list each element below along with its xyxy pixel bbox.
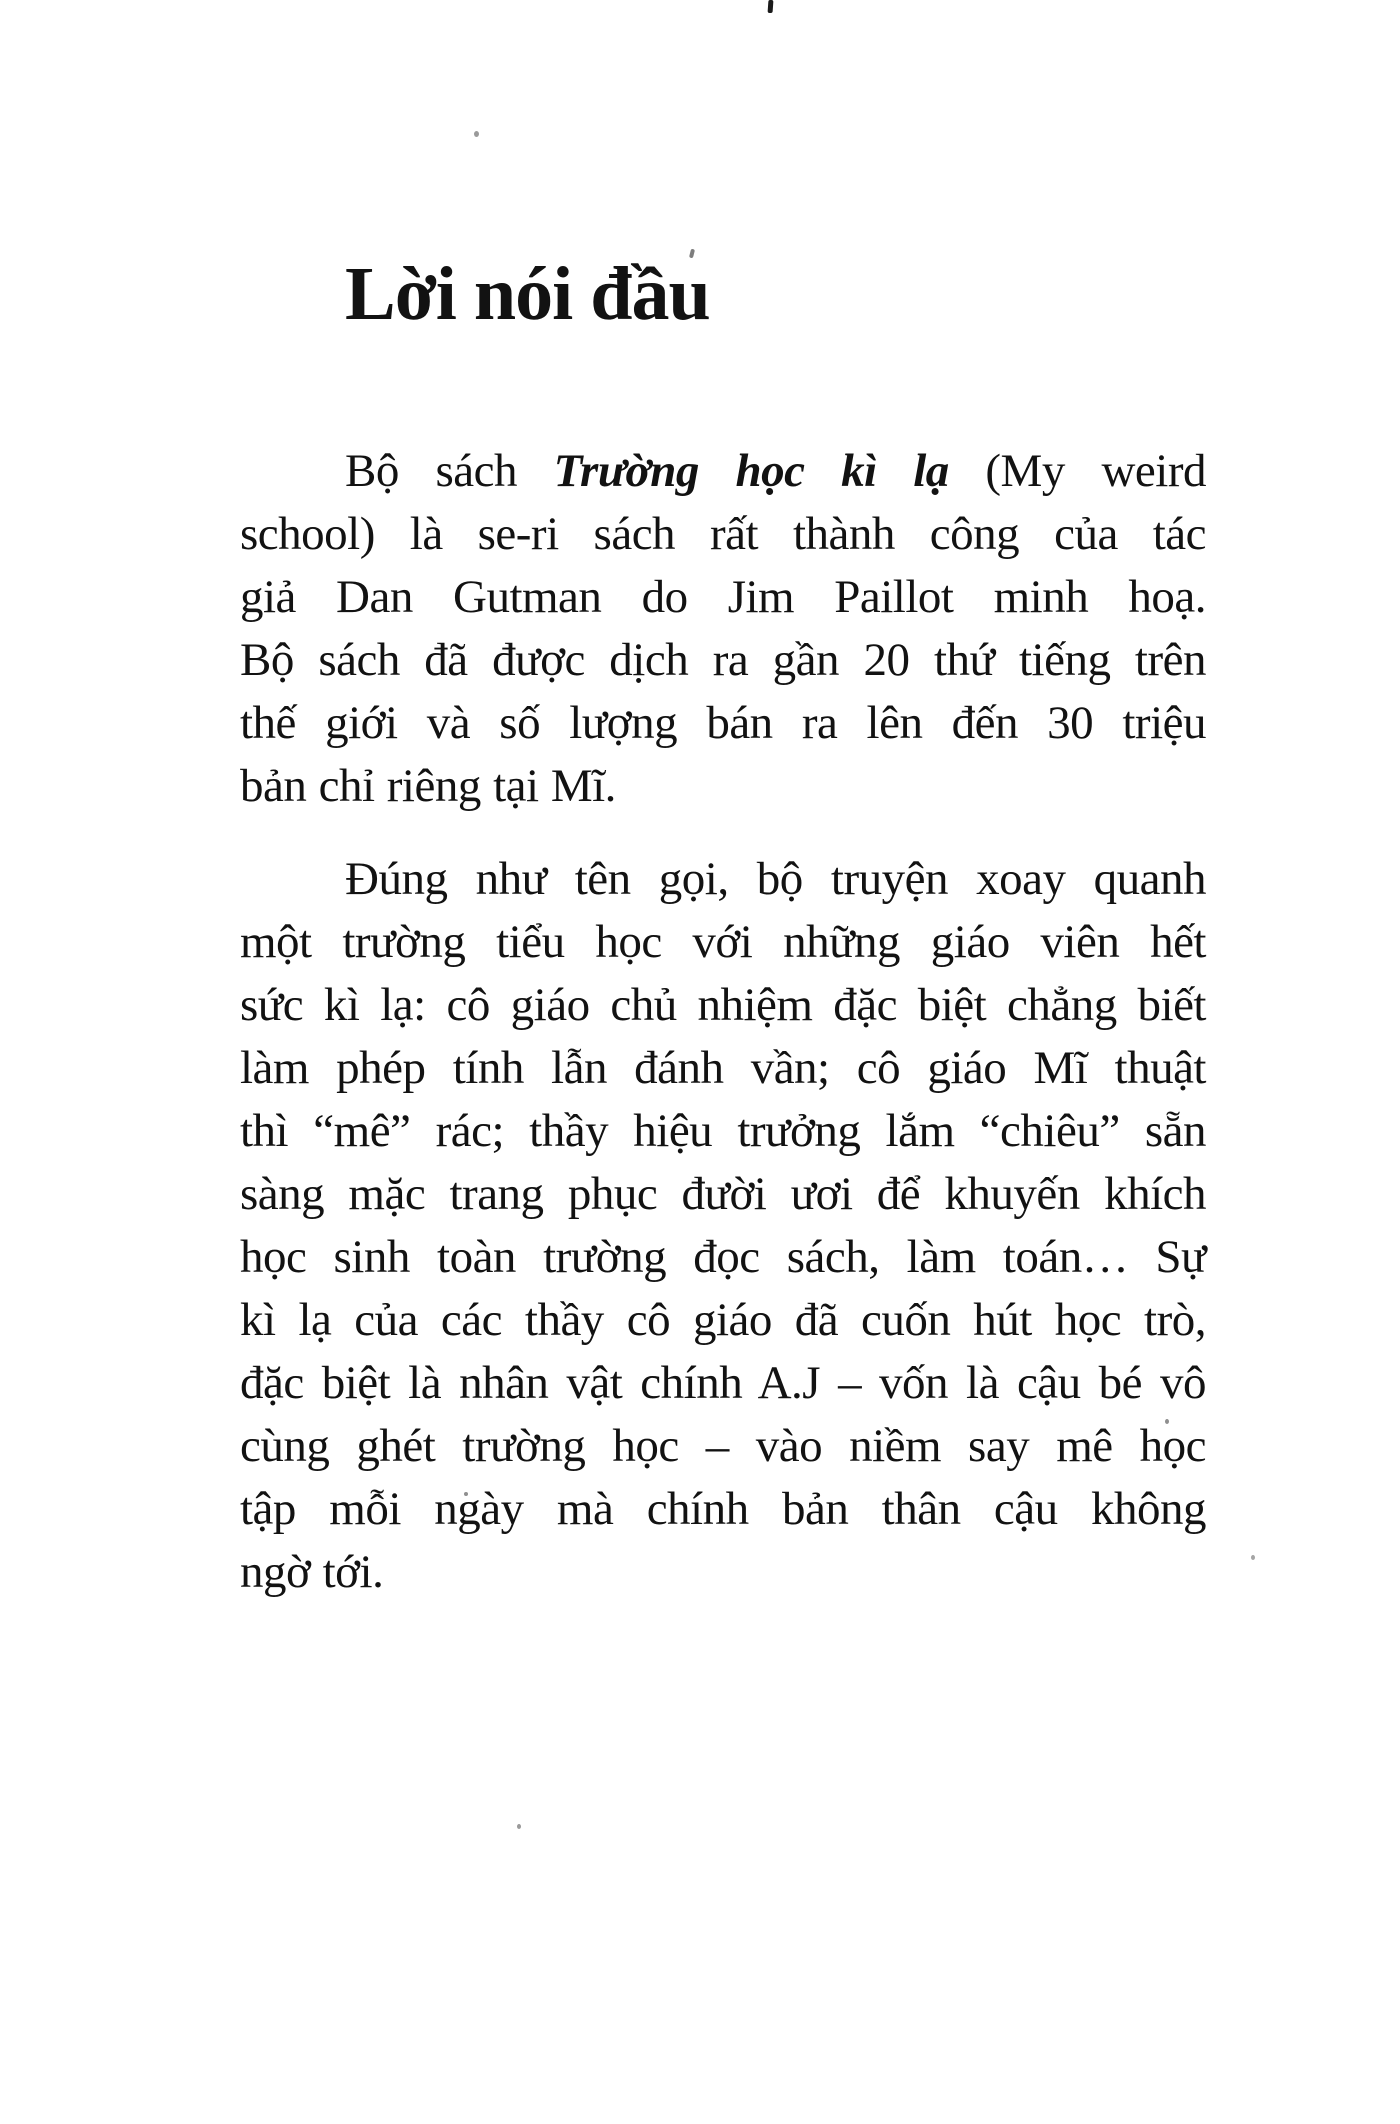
text-line: sàng mặc trang phục đười ươi để khuyến khích [240, 1168, 1206, 1220]
paragraph-2 [240, 848, 1206, 1604]
text-line: school) là se-ri sách rất thành công của tác [240, 508, 1206, 560]
text-line: đặc biệt là nhân vật chính A.J – vốn là cậu bé vô [240, 1357, 1206, 1409]
p1-line1-pre: Bộ sách [345, 445, 517, 497]
text-line: sức kì lạ: cô giáo chủ nhiệm đặc biệt chẳng biết [240, 979, 1206, 1031]
scan-speck [474, 131, 479, 137]
text-line: bản chỉ riêng tại Mĩ. [240, 760, 616, 812]
text-line: cùng ghét trường học – vào niềm say mê học [240, 1420, 1206, 1472]
text-line [240, 440, 1206, 503]
page-title: Lời nói đầu [345, 252, 710, 336]
p1-line1-post: (My weird [985, 445, 1206, 497]
text-line: ngờ tới. [240, 1546, 384, 1598]
scan-tick-mark [768, 0, 774, 13]
text-line: Bộ sách đã được dịch ra gần 20 thứ tiếng trên [240, 634, 1206, 686]
scan-speck [517, 1824, 521, 1829]
text-line: làm phép tính lẫn đánh vần; cô giáo Mĩ thuật [240, 1042, 1206, 1094]
text-line: giả Dan Gutman do Jim Paillot minh hoạ. [240, 571, 1206, 623]
text-line: tập mỗi ngày mà chính bản thân cậu không [240, 1483, 1206, 1535]
text-line: một trường tiểu học với những giáo viên hết [240, 916, 1206, 968]
series-title: Trường học kì lạ [553, 445, 949, 497]
text-line: kì lạ của các thầy cô giáo đã cuốn hút học trò, [240, 1294, 1206, 1346]
scan-speck [1251, 1555, 1255, 1560]
text-line: học sinh toàn trường đọc sách, làm toán… Sự [240, 1231, 1206, 1283]
paragraph-1 [240, 440, 1206, 818]
text-line: thì “mê” rác; thầy hiệu trưởng lắm “chiêu” sẵn [240, 1105, 1206, 1157]
text-line: Đúng như tên gọi, bộ truyện xoay quanh [345, 853, 1206, 905]
text-line: thế giới và số lượng bán ra lên đến 30 triệu [240, 697, 1206, 749]
